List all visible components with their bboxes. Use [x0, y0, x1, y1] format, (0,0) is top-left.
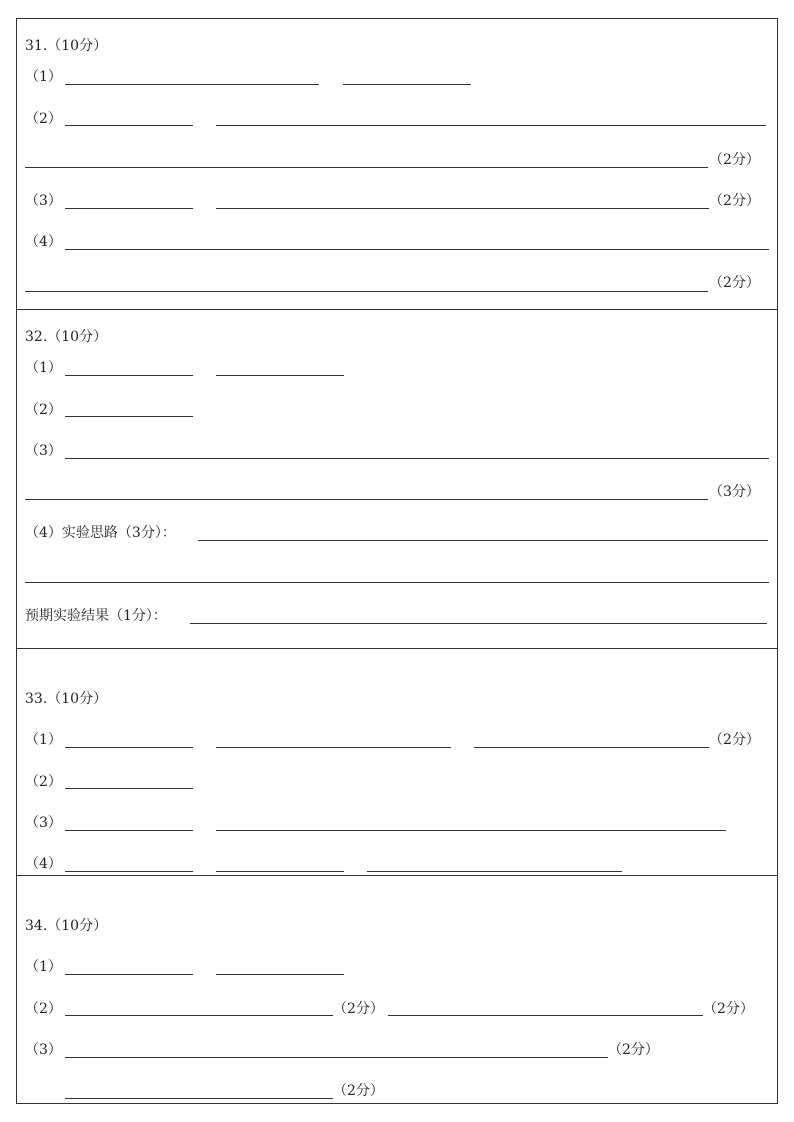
q34-2-answer-blank-a[interactable] [65, 1015, 333, 1016]
q34-3-answer-blank-b[interactable] [65, 1098, 333, 1099]
q34-2-score-b: （2分） [703, 1001, 754, 1017]
q31-3-answer-blank-a[interactable] [65, 208, 193, 209]
q32-part-4-label: （4）实验思路（3分）： [25, 525, 176, 541]
q33-part-2-label: （2） [25, 774, 62, 790]
q32-4-answer-blank-b[interactable] [25, 582, 769, 583]
q33-2-answer-blank[interactable] [65, 788, 193, 789]
q31-1-answer-blank-b[interactable] [343, 84, 471, 85]
q32-4-answer-blank-a[interactable] [198, 540, 768, 541]
q34-1-answer-blank-a[interactable] [65, 974, 193, 975]
q32-3-score: （3分） [709, 484, 760, 500]
q32-1-answer-blank-b[interactable] [216, 375, 344, 376]
q34-part-3-label: （3） [25, 1042, 62, 1058]
q31-3-answer-blank-b[interactable] [216, 208, 709, 209]
q31-4-answer-blank-b[interactable] [25, 291, 708, 292]
q34-part-2-label: （2） [25, 1001, 62, 1017]
q32-result-label: 预期实验结果（1分）： [25, 608, 167, 624]
q31-part-1-label: （1） [25, 69, 62, 85]
q31-1-answer-blank-a[interactable] [65, 84, 319, 85]
question-32-section [17, 309, 777, 649]
q32-2-answer-blank[interactable] [65, 416, 193, 417]
q32-part-3-label: （3） [25, 443, 62, 459]
q34-3-score-a: （2分） [608, 1042, 659, 1058]
question-34-title: 34.（10分） [25, 918, 108, 934]
q31-part-2-label: （2） [25, 111, 62, 127]
q32-3-answer-blank-b[interactable] [25, 499, 708, 500]
q33-4-answer-blank-b[interactable] [216, 871, 344, 872]
q31-3-score: （2分） [709, 193, 760, 209]
question-31-section [17, 19, 777, 309]
q32-part-1-label: （1） [25, 360, 62, 376]
q33-part-3-label: （3） [25, 815, 62, 831]
q31-part-3-label: （3） [25, 193, 62, 209]
q34-2-answer-blank-b[interactable] [388, 1015, 703, 1016]
q34-part-1-label: （1） [25, 959, 62, 975]
q33-4-answer-blank-c[interactable] [367, 871, 622, 872]
q32-1-answer-blank-a[interactable] [65, 375, 193, 376]
answer-sheet [16, 18, 778, 1104]
question-32-title: 32.（10分） [25, 329, 108, 345]
question-31-title: 31.（10分） [25, 38, 108, 54]
q34-3-answer-blank-a[interactable] [65, 1057, 608, 1058]
q33-1-answer-blank-b[interactable] [216, 747, 451, 748]
q33-1-score: （2分） [709, 732, 760, 748]
q33-part-4-label: （4） [25, 856, 62, 872]
q31-part-4-label: （4） [25, 234, 62, 250]
q32-result-answer-blank[interactable] [190, 623, 767, 624]
q31-2-answer-blank-a[interactable] [65, 125, 193, 126]
q31-2-answer-blank-b[interactable] [216, 125, 766, 126]
q34-2-score-a: （2分） [333, 1001, 384, 1017]
q31-4-score: （2分） [709, 275, 760, 291]
q33-3-answer-blank-b[interactable] [216, 830, 726, 831]
q31-4-answer-blank-a[interactable] [65, 249, 769, 250]
question-34-section [17, 875, 777, 1105]
question-33-section [17, 648, 777, 876]
q34-1-answer-blank-b[interactable] [216, 974, 344, 975]
q33-4-answer-blank-a[interactable] [65, 871, 193, 872]
q33-1-answer-blank-a[interactable] [65, 747, 193, 748]
q33-part-1-label: （1） [25, 732, 62, 748]
q31-2-score: （2分） [709, 152, 760, 168]
q32-part-2-label: （2） [25, 402, 62, 418]
q33-1-answer-blank-c[interactable] [474, 747, 709, 748]
question-33-title: 33.（10分） [25, 691, 108, 707]
q33-3-answer-blank-a[interactable] [65, 830, 193, 831]
q31-2-answer-blank-c[interactable] [25, 167, 708, 168]
q32-3-answer-blank-a[interactable] [65, 458, 769, 459]
q34-3-score-b: （2分） [333, 1083, 384, 1099]
